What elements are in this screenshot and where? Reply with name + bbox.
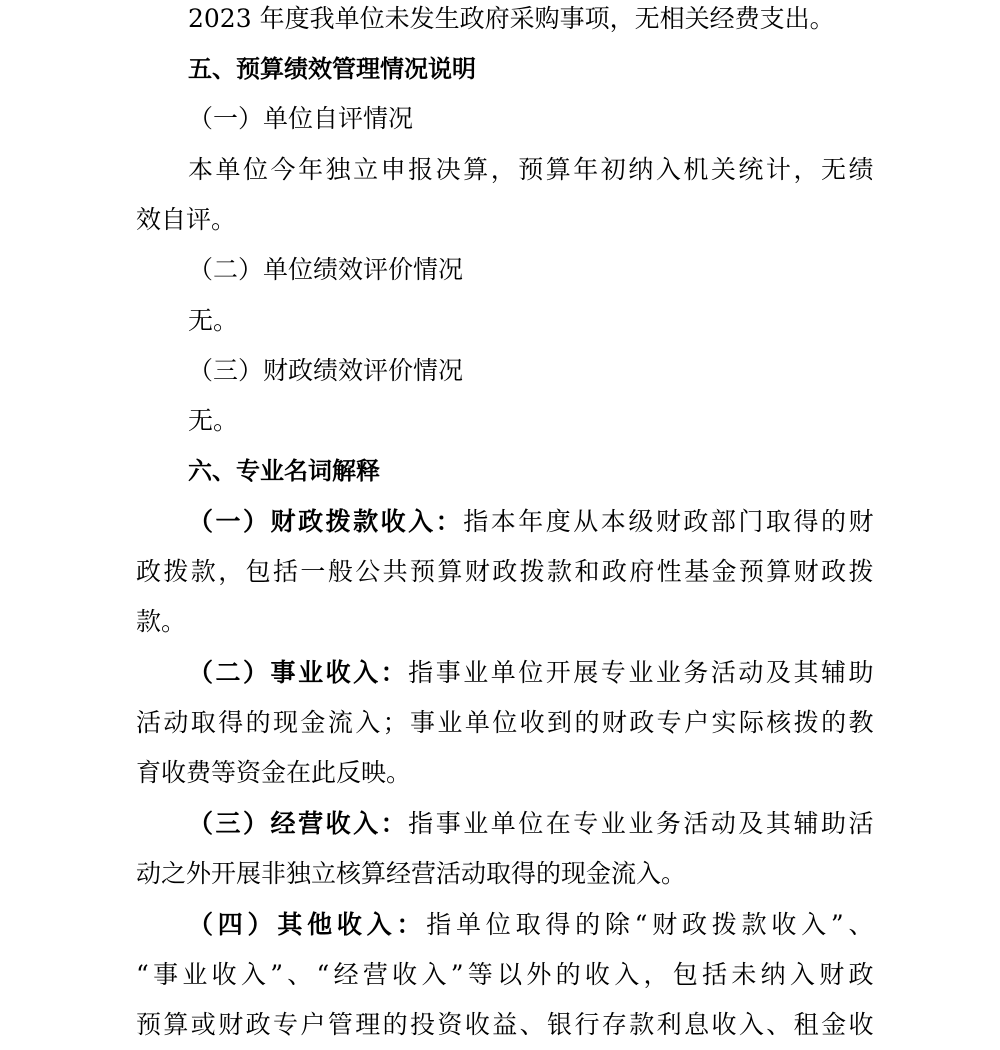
- term-1-line2: 政拨款，包括一般公共预算财政拨款和政府性基金预算财政拨: [136, 557, 874, 586]
- section-5-3-heading: （三）财政绩效评价情况: [188, 356, 464, 385]
- term-4-line3: 预算或财政专户管理的投资收益、银行存款利息收入、租金收: [136, 1010, 874, 1039]
- term-4-label: （四）其他收入：: [188, 910, 427, 939]
- term-1-label: （一）财政拨款收入：: [188, 507, 464, 536]
- term-2-line2: 活动取得的现金流入；事业单位收到的财政专户实际核拨的教: [136, 708, 874, 737]
- section-6-heading: 六、专业名词解释: [188, 457, 380, 485]
- term-2-label: （二）事业收入：: [188, 658, 409, 687]
- section-5-2-body: 无。: [188, 306, 239, 335]
- procurement-note: 2023 年度我单位未发生政府采购事项，无相关经费支出。: [188, 4, 835, 33]
- term-3-text: 指事业单位在专业业务活动及其辅助活: [408, 809, 874, 838]
- section-5-2-heading: （二）单位绩效评价情况: [188, 255, 464, 284]
- section-5-3-body: 无。: [188, 406, 239, 435]
- term-3-line2: 动之外开展非独立核算经营活动取得的现金流入。: [136, 859, 687, 888]
- term-2-line3: 育收费等资金在此反映。: [136, 758, 412, 787]
- term-2-text: 指事业单位开展专业业务活动及其辅助: [408, 658, 874, 687]
- term-4-line2: “事业收入”、“经营收入”等以外的收入，包括未纳入财政: [136, 960, 874, 989]
- term-2-line1: [188, 648, 874, 698]
- term-1-line3: 款。: [136, 607, 187, 636]
- term-1-text: 指本年度从本级财政部门取得的财: [463, 507, 874, 536]
- section-5-1-body-line2: 效自评。: [136, 205, 237, 234]
- section-5-heading: 五、预算绩效管理情况说明: [188, 55, 476, 83]
- term-3-line1: [188, 799, 874, 849]
- term-1-line1: [188, 497, 874, 547]
- term-4-text: 指单位取得的除“财政拨款收入”、: [426, 910, 874, 939]
- term-3-label: （三）经营收入：: [188, 809, 409, 838]
- section-5-1-body-line1: 本单位今年独立申报决算，预算年初纳入机关统计，无绩: [188, 155, 874, 184]
- section-5-1-heading: （一）单位自评情况: [188, 104, 414, 133]
- term-4-line1: [188, 900, 874, 950]
